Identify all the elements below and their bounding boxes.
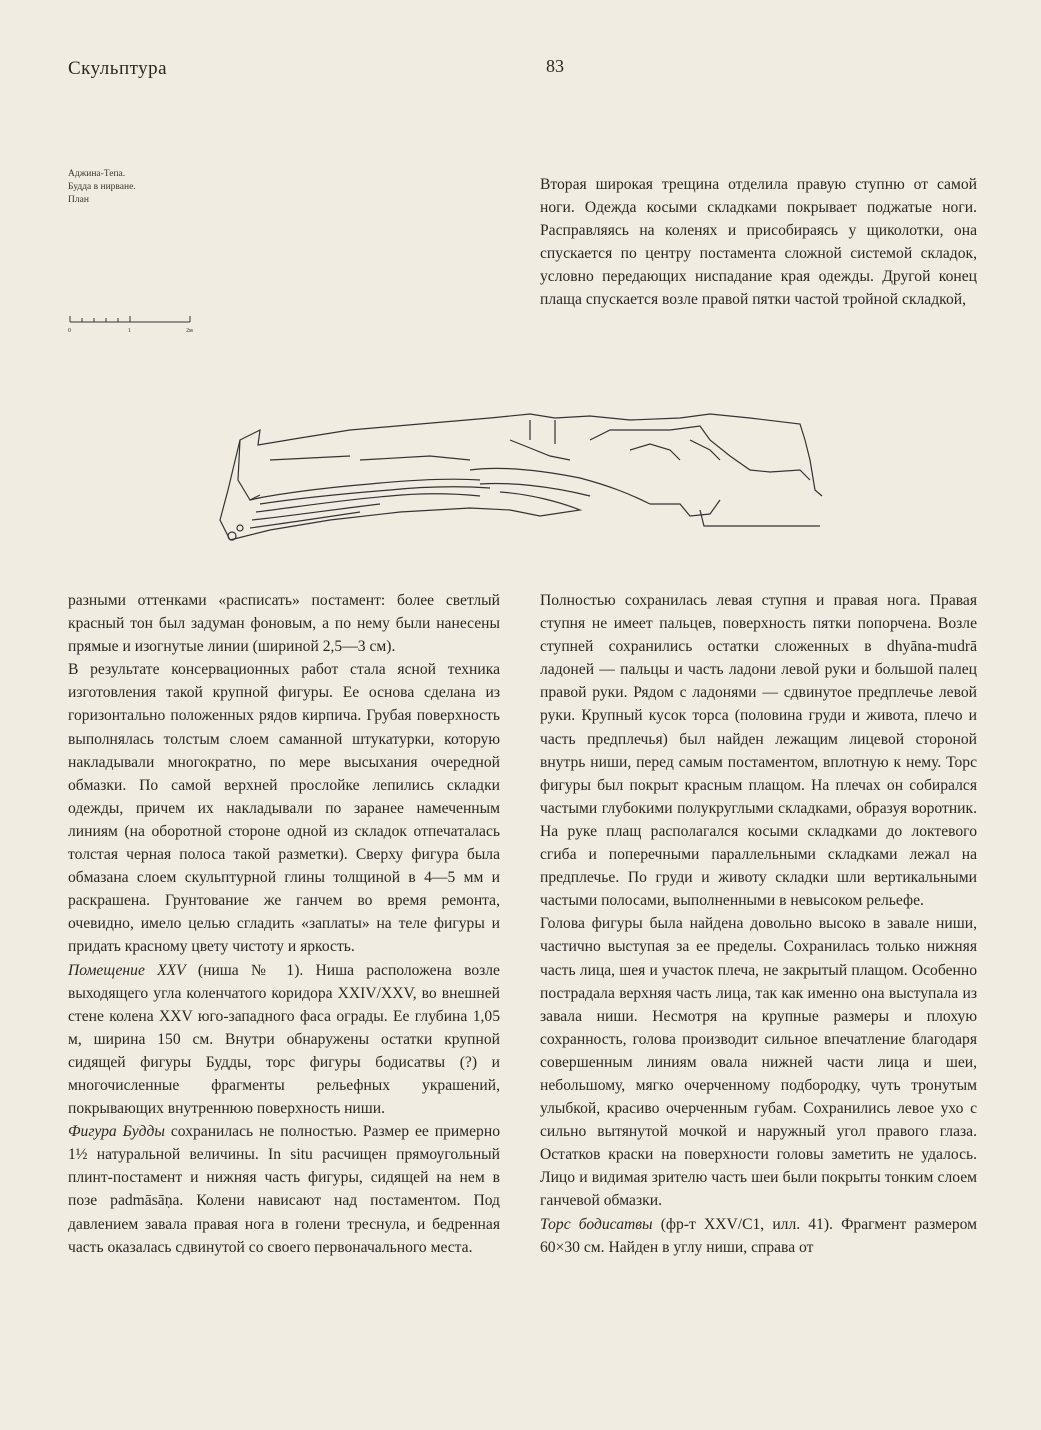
paragraph: разными оттенками «расписать» постамент: более светлый красный тон был задуман фоновым, а по нему были нанесены прямые и изогнутые линии (шириной 2,5—3 см). [68, 592, 500, 656]
paragraph [68, 1120, 500, 1259]
paragraph: Голова фигуры была найдена довольно высоко в завале ниши, частично выступая за ее пределы. Сохранилась только нижняя часть лица, шея и участок плеча, не закрытый плащом. Особенно пострадала верхняя часть лица, так как именно она выступала из завала ниши. Несмотря на крупные размеры и плохую сохранность, голова производит сильное впечатление благодаря совершенным линиям овала нижней части лица и шеи, небольшому, мягко очерченному подбородку, чуть тронутым улыбкой, красиво очерченным губам. Сохранились левое ухо с сильно вытянутой мочкой и наружный угол правого глаза. Остатков краски на поверхности головы заметить не удалось. Лицо и видимая зрителю часть шеи были покрыты тонким слоем ганчевой обмазки. [540, 915, 977, 1210]
paragraph-body: сохранилась не полностью. Размер ее примерно 1½ натуральной величины. In situ расчищен прямоугольный плинт-постамент и нижняя часть фигуры, сидящей на нем в позе padmāsāṇa. Колени нависают над постаментом. Под давлением завала правая нога в голени треснула, и бедренная часть оказалась сдвинутой со своего первоначального места. [68, 1123, 500, 1256]
paragraph-body: (фр-т XXV/C1, илл. 41). Фрагмент размером 60×30 см. Найден в углу ниши, справа от [540, 1215, 978, 1256]
text-column-top-right [540, 173, 977, 312]
scale-bar [68, 308, 198, 334]
paragraph: Вторая широкая трещина отделила правую ступню от самой ноги. Одежда косыми складками покрывает поджатые ноги. Расправляясь на коленях и присобираясь у щиколотки, она спускается по центру постамента сложной системой складок, условно передающих ниспадание края одежды. Другой конец плаща спускается возле правой пятки частой тройной складкой, [540, 176, 977, 309]
text-column-bottom-right [540, 589, 977, 1259]
page-number: 83 [546, 56, 564, 76]
paragraph-body: (ниша № 1). Ниша расположена возле выходящего угла коленчатого коридора XXIV/XXV, во внешней стене колена XXV юго-западного фаса ограды. Ее глубина 1,05 м, ширина 150 см. Внутри обнаружены остатки крупной сидящей фигуры Будды, торс фигуры бодисатвы (?) и многочисленные фрагменты рельефных украшений, покрывающих внутреннюю поверхность ниши. [68, 961, 500, 1118]
paragraph-lead: Фигура Будды [68, 1123, 165, 1141]
buddha-plan-drawing [210, 400, 850, 560]
paragraph: В результате консервационных работ стала ясной техника изготовления такой крупной фигуры. Ее основа сделана из горизонтально положенных рядов кирпича. Грубая поверхность выполнялась толстым слоем саманной штукатурки, которую накладывали многократно, по мере высыхания очередной обмазки. По самой верхней прослойке лепились складки одежды, причем их накладывали по заранее намеченным линиям (на оборотной стороне одной из складок отпечаталась толстая черная полоса такой разметки). Сверху фигура была обмазана слоем скульптурной глины толщиной в 4—5 мм и раскрашена. Грунтование же ганчем во время ремонта, очевидно, имело целью сгладить «заплаты» на теле фигуры и придать красному цвету чистоту и яркость. [68, 661, 500, 956]
figure-caption [68, 168, 136, 207]
scale-label: 1 [128, 328, 131, 334]
scale-label: 2м [186, 328, 193, 334]
paragraph [68, 959, 500, 1121]
paragraph-lead: Помещение XXV [68, 961, 186, 979]
paragraph-lead: Торс бодисатвы [540, 1215, 653, 1233]
paragraph: Полностью сохранилась левая ступня и правая нога. Правая ступня не имеет пальцев, поверхность пятки попорчена. Возле ступней сохранились остатки сложенных в dhyāna-mudrā ладоней — пальцы и часть ладони левой руки и большой палец правой руки. Рядом с ладонями — сдвинутое предплечье левой руки. Крупный кусок торса (половина груди и живота, плечо и часть предплечья) был найден лежащим лицевой стороной внутрь ниши, перед самым постаментом, вплотную к нему. Торс фигуры был покрыт красным плащом. На плечах он собирался частыми глубокими полукруглыми складками, образуя воротник. На руке плащ располагался косыми складками до локтевого сгиба и поперечными параллельными складками лежал на предплечье. По груди и животу складки шли вертикальными частыми полосами, выполненными в невысоком рельефе. [540, 592, 977, 910]
caption-line: Будда в нирване. [68, 182, 136, 192]
caption-line: План [68, 195, 89, 205]
paragraph [540, 1213, 977, 1259]
running-header: Скульптура [68, 58, 168, 79]
text-column-bottom-left [68, 589, 500, 1259]
scale-label: 0 [68, 328, 71, 334]
caption-line: Аджина-Тепа. [68, 169, 126, 179]
